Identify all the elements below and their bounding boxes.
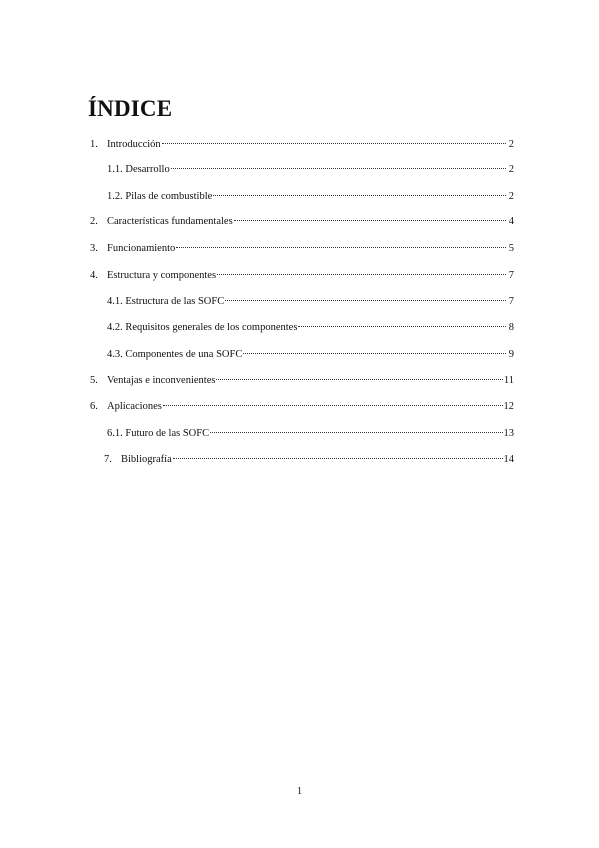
toc-entry-componentes-sofc[interactable] [107,348,514,362]
toc-dot-leader [217,274,506,275]
toc-entry-page: 2 [508,164,514,175]
toc-entry-label: 4.3. Componentes de una SOFC [107,349,243,360]
toc-entry-label: Aplicaciones [107,401,162,412]
toc-dot-leader [216,379,502,380]
toc-entry-aplicaciones[interactable] [90,400,514,414]
toc-entry-page: 8 [508,322,514,333]
toc-entry-label: Funcionamiento [107,243,176,254]
toc-dot-leader [163,405,503,406]
page-number: 1 [297,786,302,797]
toc-dot-leader [210,432,502,433]
toc-dot-leader [243,353,506,354]
toc-entry-page: 2 [508,191,514,202]
toc-entry-number: 2. [90,216,98,227]
toc-entry-number: 1. [90,139,98,150]
toc-entry-introduccion[interactable] [90,138,514,152]
page-title: ÍNDICE [88,96,173,121]
toc-dot-leader [298,326,506,327]
toc-entry-label: Estructura y componentes [107,270,217,281]
toc-entry-label: 6.1. Futuro de las SOFC [107,428,210,439]
toc-dot-leader [234,220,506,221]
toc-entry-funcionamiento[interactable] [90,242,514,256]
toc-entry-page: 9 [508,349,514,360]
toc-entry-page: 14 [503,454,514,465]
toc-entry-label: Bibliografía [121,454,172,465]
toc-entry-requisitos[interactable] [107,321,514,335]
toc-entry-estructura[interactable] [90,269,514,283]
toc-entry-bibliografia[interactable] [104,453,514,467]
toc-entry-page: 11 [503,375,514,386]
toc-entry-number: 5. [90,375,98,386]
toc-entry-number: 6. [90,401,98,412]
toc-entry-label: Introducción [107,139,161,150]
toc-entry-futuro-sofc[interactable] [107,427,514,441]
toc-entry-ventajas[interactable] [90,374,514,388]
toc-entry-number: 4. [90,270,98,281]
toc-entry-number: 7. [104,454,112,465]
toc-entry-label: 1.1. Desarrollo [107,164,170,175]
toc-dot-leader [213,195,506,196]
toc-entry-pilas-de-combustible[interactable] [107,190,514,204]
toc-entry-number: 3. [90,243,98,254]
toc-entry-page: 7 [508,296,514,307]
toc-entry-label: Características fundamentales [107,216,233,227]
toc-entry-page: 7 [508,270,514,281]
toc-entry-caracteristicas[interactable] [90,215,514,229]
toc-dot-leader [171,168,506,169]
toc-entry-label: 4.2. Requisitos generales de los componentes [107,322,298,333]
toc-entry-label: Ventajas e inconvenientes [107,375,216,386]
toc-entry-label: 1.2. Pilas de combustible [107,191,213,202]
toc-dot-leader [162,143,506,144]
toc-dot-leader [225,300,506,301]
toc-entry-estructura-sofc[interactable] [107,295,514,309]
toc-entry-page: 4 [508,216,514,227]
toc-dot-leader [176,247,506,248]
toc-entry-page: 12 [503,401,514,412]
toc-entry-page: 5 [508,243,514,254]
toc-dot-leader [173,458,503,459]
toc-entry-desarrollo[interactable] [107,163,514,177]
toc-entry-page: 2 [508,139,514,150]
toc-entry-page: 13 [503,428,514,439]
toc-entry-label: 4.1. Estructura de las SOFC [107,296,225,307]
